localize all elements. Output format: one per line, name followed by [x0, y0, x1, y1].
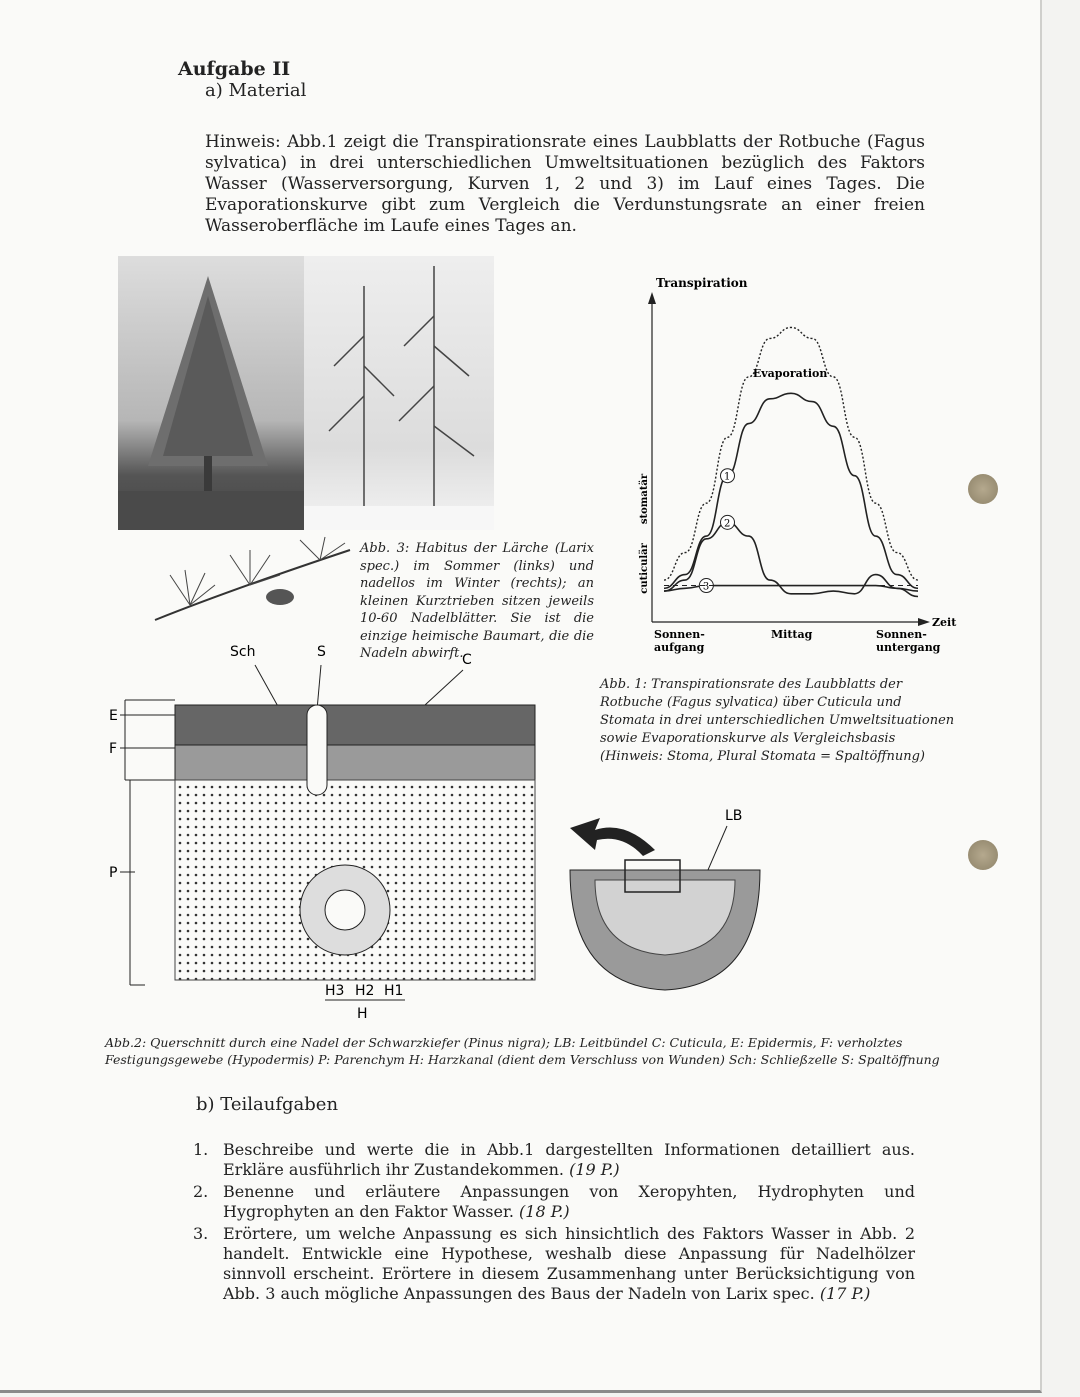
figure-1-caption-main: Abb. 1: Transpirationsrate des Laubblatts der Rotbuche (Fagus sylvatica) über Cuticula und Stomata in drei unterschiedlichen Umweltsituationen sowie Evaporationskurve als Vergleichsbasis [600, 677, 955, 746]
task-item: 1. Beschreibe und werte die in Abb.1 dargestellten Informationen detailliert aus. Erkläre ausführlich ihr Zustandekommen. (19 P.) [193, 1140, 915, 1179]
y-axis-arrow [648, 292, 656, 304]
larch-branch-drawing [150, 535, 360, 625]
x-tick-label-1: Mittag [771, 628, 813, 641]
series-label-1: 1 [724, 471, 731, 483]
task-item: 2. Benenne und erläutere Anpassungen von Xeropyhten, Hydrophyten und Hygrophyten an den Faktor Wasser. (18 P.) [193, 1182, 915, 1221]
label-p: P [109, 865, 118, 881]
x-axis-label: Zeit [932, 616, 957, 629]
transpiration-chart [600, 270, 960, 660]
figure-3-caption: Abb. 3: Habitus der Lärche (Larix spec.) im Sommer (links) und nadellos im Winter (rechts); an kleinen Kurztrieben sitzen jeweils 10-60 Nadelblätter. Sie ist die einzige heimische Baumart, die die Nadeln abwirft. [360, 541, 594, 661]
task-item: 3. Erörtere, um welche Anpassung es sich hinsichtlich des Faktors Wasser in Abb. 2 handelt. Entwickle eine Hypothese, weshalb diese Anpassung für Nadelhölzer sinnvoll erscheint. Erörtere in diesem Zusammenhang unter Berücksichtigung von Abb. 3 auch mögliche Anpassungen des Baus der Nadeln von Larix spec. (17 P.) [193, 1224, 915, 1303]
punch-hole [968, 474, 998, 504]
label-c: C [462, 652, 472, 668]
task-list [193, 1140, 915, 1306]
larch-winter-photo [304, 256, 494, 530]
figure-1-caption [600, 676, 960, 766]
label-h: H [357, 1006, 368, 1022]
label-s: S [317, 644, 326, 660]
label-h2: H2 [355, 983, 375, 999]
punch-hole [968, 840, 998, 870]
series-line-1 [664, 393, 918, 588]
larch-summer-photo [118, 256, 304, 530]
series-label-2: 2 [724, 518, 731, 530]
chart-title: Transpiration [656, 276, 748, 290]
needle-cross-section [105, 640, 545, 1030]
section-heading-tasks: b) Teilaufgaben [196, 1094, 339, 1115]
label-f: F [109, 741, 118, 757]
series-label-evaporation: Evaporation [752, 366, 828, 380]
label-e: E [109, 708, 118, 724]
stoma-opening [307, 705, 327, 795]
x-tick-label-2: Sonnen-untergang [876, 628, 941, 654]
hint-paragraph: Hinweis: Abb.1 zeigt die Transpirationsrate eines Laubblatts der Rotbuche (Fagus sylvatica) in drei unterschiedlichen Umweltsituationen bezüglich des Faktors Wasser (Wasserversorgung, Kurven 1, 2 und 3) im Lauf eines Tages. Die Evaporationskurve gibt zum Vergleich die Verdunstungsrate an einer freien Wasseroberfläche im Laufe eines Tages an. [205, 132, 925, 236]
figure-2-caption: Abb.2: Querschnitt durch eine Nadel der Schwarzkiefer (Pinus nigra); LB: Leitbündel C: Cuticula, E: Epidermis, F: verholztes Festigungsgewebe (Hypodermis) P: Parenchym H: Harzkanal (dient dem Verschluss von Wunden) Sch: Schließzelle S: Spaltöffnung [105, 1035, 940, 1067]
label-h1: H1 [384, 983, 404, 999]
x-axis-arrow [918, 618, 930, 626]
y-label-1: stomatär [639, 473, 650, 525]
needle-overview [565, 800, 775, 1000]
page-title: Aufgabe II [178, 58, 291, 80]
series-label-3: 3 [702, 581, 710, 593]
figure-1-caption-note: (Hinweis: Stoma, Plural Stomata = Spaltöffnung) [600, 749, 926, 764]
section-heading-material: a) Material [205, 80, 307, 101]
y-label-0: cuticulär [639, 543, 650, 594]
hypodermis-layer [175, 745, 535, 780]
epidermis-layer [175, 705, 535, 745]
larch-photo [118, 256, 494, 530]
label-lb: LB [725, 808, 743, 824]
label-sch: Sch [230, 644, 256, 660]
x-tick-label-0: Sonnen-aufgang [654, 628, 705, 654]
curved-arrow-icon [570, 818, 655, 856]
label-h3: H3 [325, 983, 345, 999]
